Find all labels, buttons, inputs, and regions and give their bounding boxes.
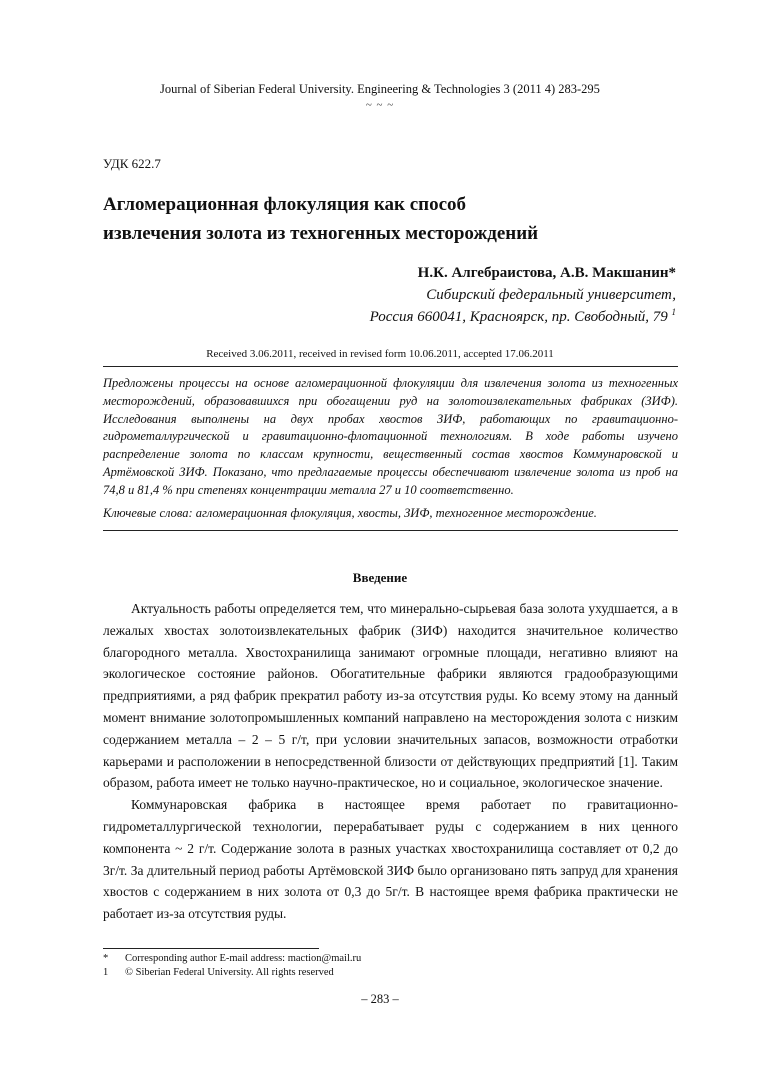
body-text <box>103 598 678 925</box>
received-dates: Received 3.06.2011, received in revised form 10.06.2011, accepted 17.06.2011 <box>206 348 554 360</box>
paper-title-line-2: извлечения золота из техногенных месторождений <box>103 223 539 244</box>
keywords: Ключевые слова: агломерационная флокуляция, хвосты, ЗИФ, техногенное месторождение. <box>103 505 597 520</box>
body-paragraph-1: Актуальность работы определяется тем, что минерально-сырьевая база золота ухудшается, а в лежалых хвостах золотоизвлекательных фабрик (ЗИФ) находится значительное количество благородного металла. Хвостохранилища занимают огромные площади, негативно влияют на экологическое состояние районов. Обогатительные фабрики являются градообразующими предприятиями, а ряд фабрик прекратил работу из-за отсутствия руды. Ко всему этому на данный момент внимание золотопромышленных компаний направлено на месторождения золота с низким содержанием металла – 2 – 5 г/т, при условии значительных запасов, возможности отработки карьерами и расположении в непосредственной близости от действующих предприятий [1]. Таким образом, работа имеет не только научно-практическое, но и социальное, экологическое значение. <box>103 601 678 791</box>
footnote-text: Corresponding author E-mail address: maction@mail.ru <box>125 953 362 964</box>
page-number: – 283 – <box>361 992 399 1006</box>
footnote-corresponding <box>103 952 678 966</box>
affiliation-footnote-mark: 1 <box>671 307 676 317</box>
footnote-mark: 1 <box>103 967 109 978</box>
footnote-text: © Siberian Federal University. All rights reserved <box>125 967 334 978</box>
footnote-divider <box>103 948 319 949</box>
footnotes <box>103 952 678 980</box>
footnote-mark: * <box>103 953 109 964</box>
abstract-box <box>103 366 678 531</box>
authors-block <box>176 262 676 328</box>
abstract-text: Предложены процессы на основе агломерационной флокуляции для извлечения золота из техногенных месторождений, образовавшихся при обогащении руд на золотоизвлекательных фабриках (ЗИФ). Исследования выполнены на двух пробах хвостов ЗИФ, работающих по гравитационно-гидрометаллургической и гравитационно-флотационной технологиям. В ходе работы изучено распределение золота по классам крупности, вещественный состав хвостов Коммунаровской и Артёмовской ЗИФ. Показано, что предлагаемые процессы обеспечивают извлечение золота из проб на 74,8 и 81,4 % при степенях концентрации металла 27 и 10 соответственно. <box>103 376 678 497</box>
author-names: Н.К. Алгебраистова, А.В. Макшанин* <box>417 265 676 281</box>
paper-title <box>103 190 663 248</box>
header-ornament: ~ ~ ~ <box>365 99 395 111</box>
affiliation-line-1: Сибирский федеральный университет, <box>426 287 676 303</box>
udk-code: УДК 622.7 <box>103 156 161 171</box>
affiliation-address: Россия 660041, Красноярск, пр. Свободный, 79 <box>369 309 668 325</box>
paper-title-line-1: Агломерационная флокуляция как способ <box>103 194 467 215</box>
affiliation-line-2 <box>176 306 676 328</box>
journal-header: Journal of Siberian Federal University. Engineering & Technologies 3 (2011 4) 283-295 <box>160 82 600 96</box>
footnote-copyright <box>103 966 678 980</box>
section-heading: Введение <box>352 570 408 585</box>
body-paragraph-2: Коммунаровская фабрика в настоящее время работает по гравитационно-гидрометаллургической технологии, перерабатывает руды с содержанием в них ценного компонента ~ 2 г/т. Содержание золота в разных участках хвостохранилища составляет от 0,2 до 3г/т. За длительный период работы Артёмовской ЗИФ было организовано пять запруд для хранения хвостов с содержанием в них золота от 0,3 до 5г/т. В настоящее время фабрика практически не работает из-за отсутствия руды. <box>103 797 678 922</box>
